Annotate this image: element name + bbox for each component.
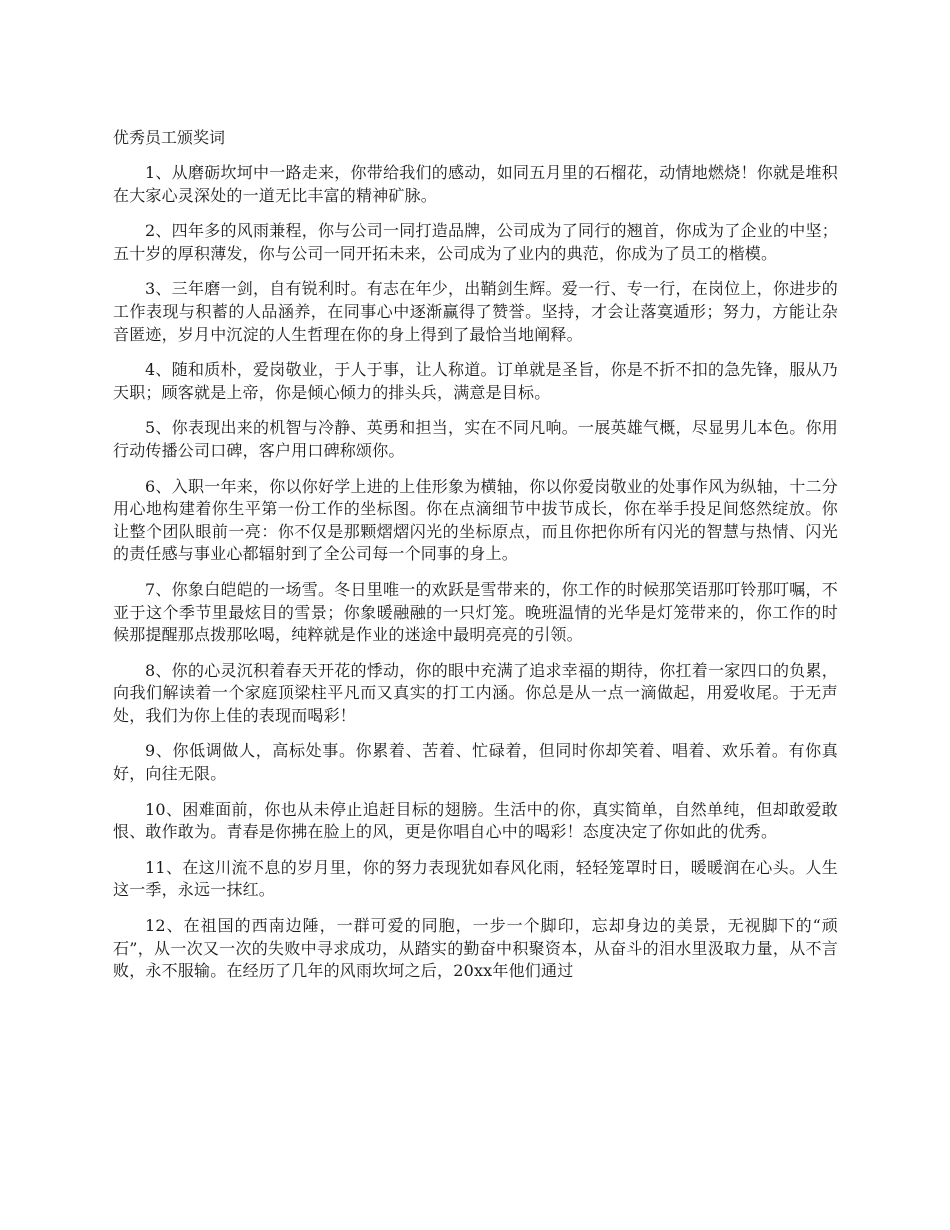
paragraph-10: 10、困难面前，你也从未停止追赶目标的翅膀。生活中的你，真实简单，自然单纯，但却敢爱敢恨、敢作敢为。青春是你拂在脸上的风，更是你唱自心中的喝彩！态度决定了你如此的优秀。: [113, 799, 838, 842]
paragraph-2: 2、四年多的风雨兼程，你与公司一同打造品牌，公司成为了同行的翘首，你成为了企业的中坚；五十岁的厚积薄发，你与公司一同开拓未来，公司成为了业内的典范，你成为了员工的楷模。: [113, 221, 838, 263]
document-page: [113, 128, 838, 996]
paragraph-12: 12、在祖国的西南边陲，一群可爱的同胞，一步一个脚印，忘却身边的美景，无视脚下的“顽石”，从一次又一次的失败中寻求成功，从踏实的勤奋中积聚资本，从奋斗的泪水里汲取力量，从不言败，永不服输。在经历了几年的风雨坎坷之后，20xx年他们通过: [113, 916, 838, 981]
paragraph-5: 5、你表现出来的机智与冷静、英勇和担当，实在不同凡响。一展英雄气概，尽显男儿本色。你用行动传播公司口碑，客户用口碑称颂你。: [113, 418, 838, 460]
paragraph-8: 8、你的心灵沉积着春天开花的悸动，你的眼中充满了追求幸福的期待，你扛着一家四口的负累，向我们解读着一个家庭顶梁柱平凡而又真实的打工内涵。你总是从一点一滴做起，用爱收尾。于无声处，我们为你上佳的表现而喝彩！: [113, 660, 838, 725]
paragraph-6: 6、入职一年来，你以你好学上进的上佳形象为横轴，你以你爱岗敬业的处事作风为纵轴，十二分用心地构建着你生平第一份工作的坐标图。你在点滴细节中拔节成长，你在举手投足间悠然绽放。你让整个团队眼前一亮：你不仅是那颗熠熠闪光的坐标原点，而且你把你所有闪光的智慧与热情、闪光的责任感与事业心都辐射到了全公司每一个同事的身上。: [113, 476, 838, 564]
paragraph-11: 11、在这川流不息的岁月里，你的努力表现犹如春风化雨，轻轻笼罩时日，暖暖润在心头。人生这一季，永远一抹红。: [113, 857, 838, 900]
document-title: 优秀员工颁奖词: [113, 128, 226, 147]
paragraph-3: 3、三年磨一剑，自有锐利时。有志在年少，出鞘剑生辉。爱一行、专一行，在岗位上，你进步的工作表现与积蓄的人品涵养，在同事心中逐渐赢得了赞誉。坚持，才会让落寞遁形；努力，方能让杂音匿迹，岁月中沉淀的人生哲理在你的身上得到了最恰当地阐释。: [113, 279, 838, 344]
paragraph-1: 1、从磨砺坎坷中一路走来，你带给我们的感动，如同五月里的石榴花，动情地燃烧！你就是堆积在大家心灵深处的一道无比丰富的精神矿脉。: [113, 163, 838, 205]
paragraph-9: 9、你低调做人，高标处事。你累着、苦着、忙碌着，但同时你却笑着、唱着、欢乐着。有你真好，向往无限。: [113, 741, 838, 784]
paragraph-7: 7、你象白皑皑的一场雪。冬日里唯一的欢跃是雪带来的，你工作的时候那笑语那叮铃那叮嘱，不亚于这个季节里最炫目的雪景；你象暖融融的一只灯笼。晚班温情的光华是灯笼带来的，你工作的时候那提醒那点拨那吆喝，纯粹就是作业的迷途中最明亮亮的引领。: [113, 579, 838, 645]
paragraph-4: 4、随和质朴，爱岗敬业，于人于事，让人称道。订单就是圣旨，你是不折不扣的急先锋，服从乃天职；顾客就是上帝，你是倾心倾力的排头兵，满意是目标。: [113, 360, 838, 402]
